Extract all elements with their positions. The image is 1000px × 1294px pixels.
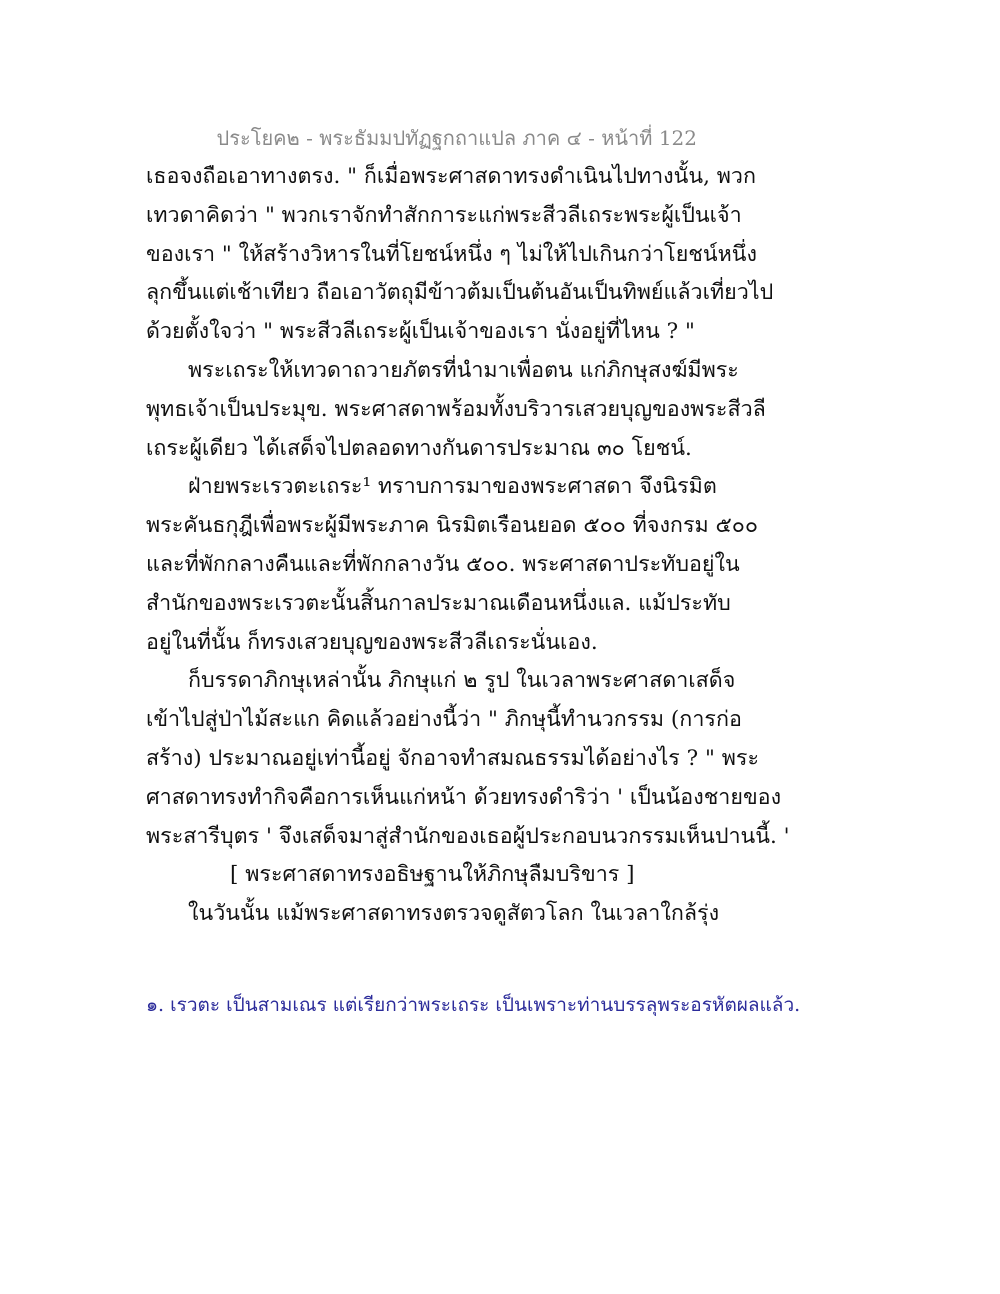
text-line: ด้วยตั้งใจว่า " พระสีวลีเถระผู้เป็นเจ้าของเรา นั่งอยู่ที่ไหน ? ": [146, 319, 695, 345]
paragraph-start-line: ก็บรรดาภิกษุเหล่านั้น ภิกษุแก่ ๒ รูป ในเวลาพระศาสดาเสด็จ: [188, 668, 736, 694]
footnote: ๑. เรวตะ เป็นสามเณร แต่เรียกว่าพระเถระ เป็นเพราะท่านบรรลุพระอรหัตผลแล้ว.: [146, 994, 801, 1016]
text-line: พระคันธกุฎีเพื่อพระผู้มีพระภาค นิรมิตเรือนยอด ๕๐๐ ที่จงกรม ๕๐๐: [146, 513, 759, 539]
paragraph-start-line: ฝ่ายพระเรวตะเถระ¹ ทราบการมาของพระศาสดา จึงนิรมิต: [188, 474, 717, 500]
text-line: พระสารีบุตร ' จึงเสด็จมาสู่สำนักของเธอผู้ประกอบนวกรรมเห็นปานนี้. ': [146, 823, 790, 849]
section-heading: [ พระศาสดาทรงอธิษฐานให้ภิกษุลืมบริขาร ]: [230, 862, 635, 888]
paragraph-start-line: ในวันนั้น แม้พระศาสดาทรงตรวจดูสัตวโลก ในเวลาใกล้รุ่ง: [188, 901, 720, 927]
body-text: [146, 158, 790, 934]
text-line: เถระผู้เดียว ได้เสด็จไปตลอดทางกันดารประมาณ ๓๐ โยชน์.: [146, 435, 692, 461]
text-line: ของเรา " ให้สร้างวิหารในที่โยชน์หนึ่ง ๆ ไม่ให้ไปเกินกว่าโยชน์หนึ่ง: [146, 241, 757, 267]
text-line: อยู่ในที่นั้น ก็ทรงเสวยบุญของพระสีวลีเถระนั่นเอง.: [146, 629, 598, 655]
text-line: สำนักของพระเรวตะนั้นสิ้นกาลประมาณเดือนหนึ่งแล. แม้ประทับ: [146, 590, 731, 616]
page-header: ประโยค๒ - พระธัมมปทัฏฐกถาแปล ภาค ๔ - หน้าที่ 122: [216, 126, 697, 150]
text-line: และที่พักกลางคืนและที่พักกลางวัน ๕๐๐. พระศาสดาประทับอยู่ใน: [146, 551, 740, 577]
text-line: เธอจงถือเอาทางตรง. " ก็เมื่อพระศาสดาทรงดำเนินไปทางนั้น, พวก: [146, 164, 757, 189]
text-line: เทวดาคิดว่า " พวกเราจักทำสักการะแก่พระสีวลีเถระพระผู้เป็นเจ้า: [146, 202, 742, 228]
text-line: สร้าง) ประมาณอยู่เท่านี้อยู่ จักอาจทำสมณธรรมได้อย่างไร ? " พระ: [146, 745, 760, 771]
text-line: พุทธเจ้าเป็นประมุข. พระศาสดาพร้อมทั้งบริวารเสวยบุญของพระสีวลี: [146, 396, 766, 422]
text-line: ลุกขึ้นแต่เช้าเทียว ถือเอาวัตถุมีข้าวต้มเป็นต้นอันเป็นทิพย์แล้วเที่ยวไป: [146, 280, 774, 306]
text-line: เข้าไปสู่ป่าไม้สะแก คิดแล้วอย่างนี้ว่า " ภิกษุนี้ทำนวกรรม (การก่อ: [146, 707, 742, 733]
text-line: ศาสดาทรงทำกิจคือการเห็นแก่หน้า ด้วยทรงดำริว่า ' เป็นน้องชายของ: [146, 784, 782, 810]
paragraph-start-line: พระเถระให้เทวดาถวายภัตรที่นำมาเพื่อตน แก่ภิกษุสงฆ์มีพระ: [188, 357, 739, 383]
